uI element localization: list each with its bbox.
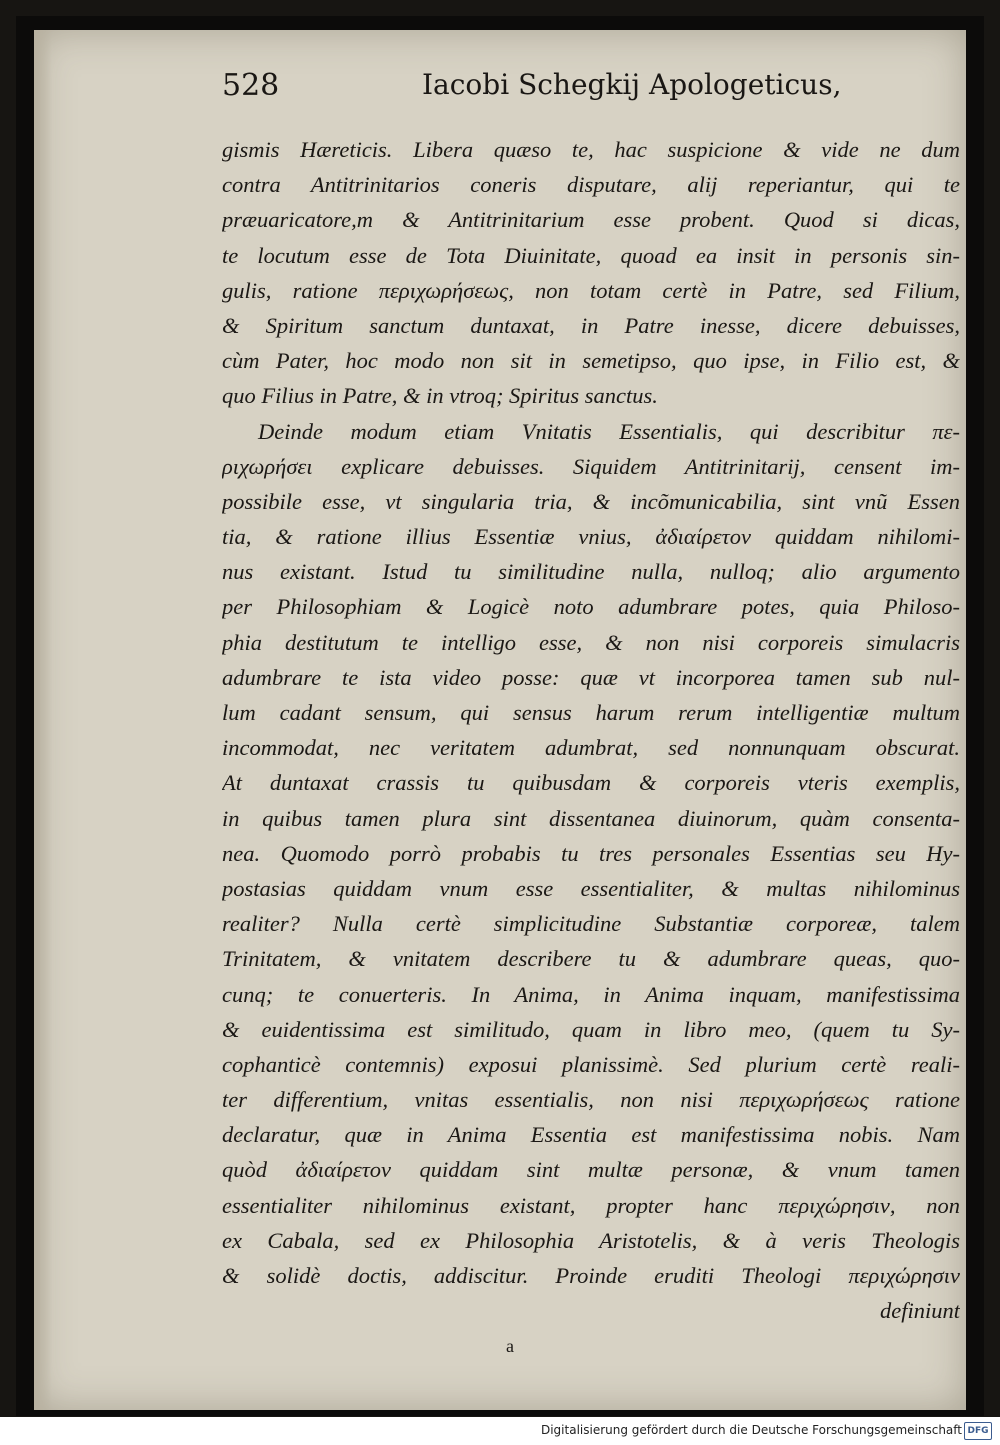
text-line: definiunt [880,1298,960,1324]
text-line: incommodat, nec veritatem adumbrat, sed nonnunquam obscurat. [222,735,960,761]
text-line: postasias quiddam vnum esse essentialiter, & multas nihilominus [222,875,960,901]
text-line: & solidè doctis, addiscitur. Proinde eruditi Theologi περιχώρησιν [222,1263,960,1288]
body-text [222,132,960,1328]
text-line: cunq; te conuerteris. In Anima, in Anima inquam, manifestissima [222,981,960,1007]
footer-bar [0,1417,1000,1445]
running-head: Iacobi Schegkij Apologeticus, [422,68,842,101]
text-line: tia, & ratione illius Essentiæ vnius, ἀδιαίρετον quiddam nihilomi- [222,524,960,550]
text-line: lum cadant sensum, qui sensus harum rerum intelligentiæ multum [222,700,960,725]
text-line: in quibus tamen plura sint dissentanea diuinorum, quàm consenta- [222,805,960,831]
footer-credit: Digitalisierung gefördert durch die Deutsche Forschungsgemeinschaft [540,1423,962,1437]
text-line: phia destitutum te intelligo esse, & non nisi corporeis simulacris [222,629,960,655]
text-line: gismis Hæreticis. Libera quæso te, hac suspicione & vide ne dum [222,137,960,162]
text-line: quo Filius in Patre, & in vtroq; Spiritus sanctus. [222,383,658,409]
text-line: adumbrare te ista video posse: quæ vt incorporea tamen sub nul- [222,664,960,690]
text-line: essentialiter nihilominus existant, propter hanc περιχώρησιν, non [222,1192,960,1218]
text-line: ριχωρήσει explicare debuisses. Siquidem Antitrinitarij, censent im- [222,453,960,479]
text-line: declaratur, quæ in Anima Essentia est manifestissima nobis. Nam [222,1122,960,1148]
text-line: At duntaxat crassis tu quibusdam & corporeis vteris exemplis, [222,770,960,796]
text-line: nea. Quomodo porrò probabis tu tres personales Essentias seu Hy- [222,840,960,866]
dfg-logo-icon: DFG [964,1422,992,1440]
text-line: ex Cabala, sed ex Philosophia Aristotelis, & à veris Theologis [222,1227,960,1253]
text-line: Deinde modum etiam Vnitatis Essentialis, qui describitur πε- [258,418,960,444]
text-line: Trinitatem, & vnitatem describere tu & adumbrare queas, quo- [222,946,960,972]
page-number: 528 [222,68,280,103]
text-line: & Spiritum sanctum duntaxat, in Patre inesse, dicere debuisses, [222,312,960,338]
text-line: ter differentium, vnitas essentialis, non nisi περιχωρήσεως ratione [222,1087,960,1113]
text-line: per Philosophiam & Logicè noto adumbrare potes, quia Philoso- [222,594,960,620]
text-line: possibile esse, vt singularia tria, & incõmunicabilia, sint vnũ Essen [222,488,960,514]
text-line: gulis, ratione περιχωρήσεως, non totam certè in Patre, sed Filium, [222,277,960,303]
text-line: & euidentissima est similitudo, quam in libro meo, (quem tu Sy- [222,1016,960,1042]
text-line: cùm Pater, hoc modo non sit in semetipso, quo ipse, in Filio est, & [222,348,960,374]
text-line: nus existant. Istud tu similitudine nulla, nulloq; alio argumento [222,559,960,585]
text-line: te locutum esse de Tota Diuinitate, quoad ea insit in personis sin- [222,242,960,268]
signature-mark: a [506,1336,514,1356]
page-header [222,68,842,112]
text-line: quòd ἀδιαίρετον quiddam sint multæ personæ, & vnum tamen [222,1157,960,1183]
text-line: contra Antitrinitarios coneris disputare, alij reperiantur, qui te [222,172,960,198]
text-line: cophanticè contemnis) exposui planissimè. Sed plurium certè reali- [222,1051,960,1077]
text-line: realiter? Nulla certè simplicitudine Substantiæ corporeæ, talem [222,911,960,937]
text-line: præuaricatore,m & Antitrinitarium esse probent. Quod si dicas, [222,207,960,233]
